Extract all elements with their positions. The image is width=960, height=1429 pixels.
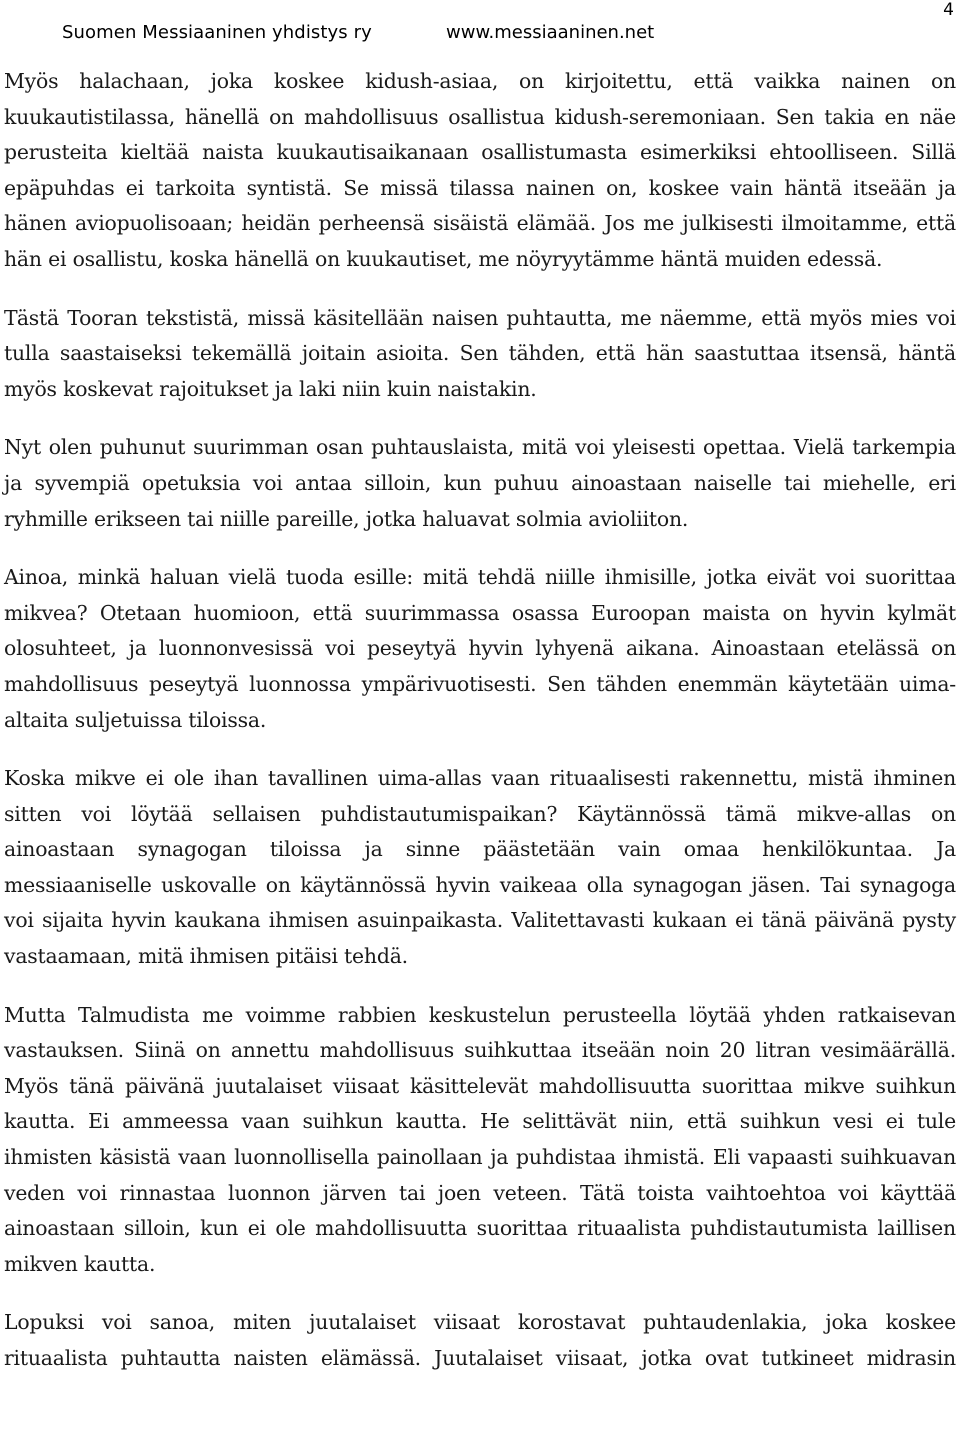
paragraph-1: Myös halachaan, joka koskee kidush-asiaa, on kirjoitettu, että vaikka nainen on kuukautistilassa, hänellä on mahdollisuus osallistua kidush-seremoniaan. Sen takia en näe perusteita kieltää naista kuukautisaikanaan osallistumasta esimerkiksi ehtoolliseen. Sillä epäpuhdas ei tarkoita syntistä. Se missä tilassa nainen on, koskee vain häntä itseään ja hänen aviopuolisoaan; heidän perheensä sisäistä elämää. Jos me julkisesti ilmoitamme, että hän ei osallistu, koska hänellä on kuukautiset, me nöyryytämme häntä muiden edessä. <box>4 69 956 271</box>
page-number: 4 <box>943 0 954 20</box>
header-website-link[interactable]: www.messiaaninen.net <box>446 22 655 43</box>
paragraph-6: Mutta Talmudista me voimme rabbien keskustelun perusteella löytää yhden ratkaisevan vastauksen. Siinä on annettu mahdollisuus suihkuttaa itseään noin 20 litran vesimäärällä. Myös tänä päivänä juutalaiset viisaat käsittelevät mahdollisuutta suorittaa mikve suihkun kautta. Ei ammeessa vaan suihkun kautta. He selittävät niin, että suihkun vesi ei tule ihmisten käsistä vaan luonnollisella painollaan ja puhdistaa ihmistä. Eli vapaasti suihkuavan veden voi rinnastaa luonnon järven tai joen veteen. Tätä toista vaihtoehtoa voi käyttää ainoastaan silloin, kun ei ole mahdollisuutta suorittaa rituaalista puhdistautumista laillisen mikven kautta. <box>4 1002 956 1276</box>
paragraph-4: Ainoa, minkä haluan vielä tuoda esille: mitä tehdä niille ihmisille, jotka eivät voi suorittaa mikvea? Otetaan huomioon, että suurimmassa osassa Euroopan maista on hyvin kylmät olosuhteet, ja luonnonvesissä voi peseytyä hyvin lyhyenä aikana. Ainoastaan etelässä on mahdollisuus peseytyä luonnossa ympärivuotisesti. Sen tähden enemmän käytetään uima-altaita suljetuissa tiloissa. <box>4 565 956 732</box>
paragraph-7: Lopuksi voi sanoa, miten juutalaiset viisaat korostavat puhtaudenlakia, joka koskee rituaalista puhtautta naisten elämässä. Juutalaiset viisaat, jotka ovat tutkineet midrasin <box>4 1310 956 1370</box>
header-organization: Suomen Messiaaninen yhdistys ry <box>62 22 372 43</box>
paragraph-3: Nyt olen puhunut suurimman osan puhtauslaista, mitä voi yleisesti opettaa. Vielä tarkempia ja syvempiä opetuksia voi antaa silloin, kun puhuu ainoastaan naiselle tai miehelle, eri ryhmille erikseen tai niille pareille, jotka haluavat solmia avioliiton. <box>4 435 956 531</box>
paragraph-2: Tästä Tooran tekstistä, missä käsitellään naisen puhtautta, me näemme, että myös mies voi tulla saastaiseksi tekemällä joitain asioita. Sen tähden, että hän saastuttaa itsensä, häntä myös koskevat rajoitukset ja laki niin kuin naistakin. <box>4 305 956 401</box>
document-body <box>4 64 956 1400</box>
page-header <box>0 0 960 48</box>
paragraph-5: Koska mikve ei ole ihan tavallinen uima-allas vaan rituaalisesti rakennettu, mistä ihminen sitten voi löytää sellaisen puhdistautumispaikan? Käytännössä tämä mikve-allas on ainoastaan synagogan tiloissa ja sinne päästetään vain omaa henkilökuntaa. Ja messiaaniselle uskovalle on käytännössä hyvin vaikeaa olla synagogan jäsen. Tai synagoga voi sijaita hyvin kaukana ihmisen asuinpaikasta. Valitettavasti kukaan ei tänä päivänä pysty vastaamaan, mitä ihmisen pitäisi tehdä. <box>4 766 956 969</box>
